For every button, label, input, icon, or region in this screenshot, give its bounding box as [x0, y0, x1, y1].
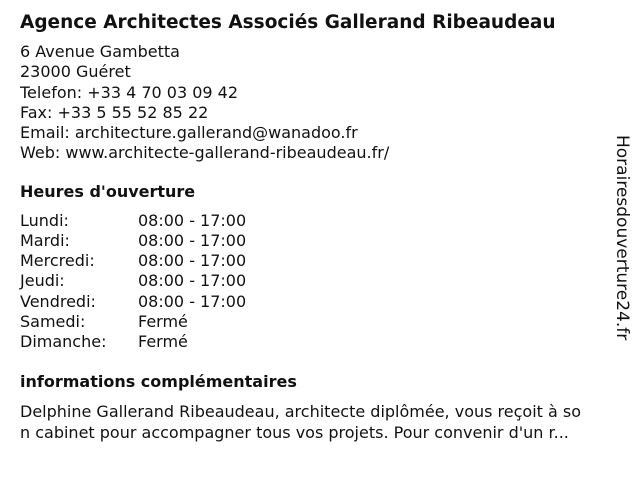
day-label: Jeudi:: [20, 271, 65, 291]
opening-hours-table: [20, 211, 616, 352]
day-hours: 08:00 - 17:00: [138, 230, 247, 250]
website-url: Web: www.architecte-gallerand-ribeaudeau.fr/: [20, 143, 390, 163]
hours-row-monday: [20, 211, 616, 231]
day-hours: Fermé: [138, 311, 188, 331]
additional-info-heading: informations complémentaires: [20, 372, 297, 392]
day-label: Dimanche:: [20, 332, 107, 351]
street-address: 6 Avenue Gambetta: [20, 42, 180, 61]
hours-row-saturday: [20, 312, 616, 332]
opening-hours-heading: Heures d'ouverture: [20, 181, 196, 201]
description-line: Delphine Gallerand Ribeaudeau, architecte diplômée, vous reçoit à so: [20, 402, 582, 422]
day-label: Mardi:: [20, 230, 70, 250]
hours-row-tuesday: [20, 231, 616, 251]
business-card: [20, 10, 616, 443]
business-name: Agence Architectes Associés Gallerand Ribeaudeau: [20, 12, 556, 33]
day-hours: 08:00 - 17:00: [138, 291, 247, 311]
hours-row-thursday: [20, 271, 616, 291]
phone-number: Telefon: +33 4 70 03 09 42: [20, 82, 239, 102]
description-line: n cabinet pour accompagner tous vos projets. Pour convenir d'un r...: [20, 423, 569, 443]
day-label: Lundi:: [20, 210, 69, 230]
day-hours: 08:00 - 17:00: [138, 251, 247, 271]
contact-block: [20, 42, 616, 164]
city-postcode: 23000 Guéret: [20, 62, 131, 82]
day-hours: Fermé: [138, 332, 188, 351]
day-label: Samedi:: [20, 311, 86, 331]
fax-number: Fax: +33 5 55 52 85 22: [20, 102, 209, 122]
email-address: Email: architecture.gallerand@wanadoo.fr: [20, 123, 358, 143]
day-label: Vendredi:: [20, 291, 96, 311]
day-hours: 08:00 - 17:00: [138, 210, 247, 230]
business-description: [20, 401, 620, 443]
day-label: Mercredi:: [20, 251, 95, 271]
day-hours: 08:00 - 17:00: [138, 271, 247, 291]
hours-row-wednesday: [20, 251, 616, 271]
site-watermark: Horairesdouverture24.fr: [612, 135, 632, 341]
hours-row-friday: [20, 292, 616, 312]
hours-row-sunday: [20, 332, 616, 352]
